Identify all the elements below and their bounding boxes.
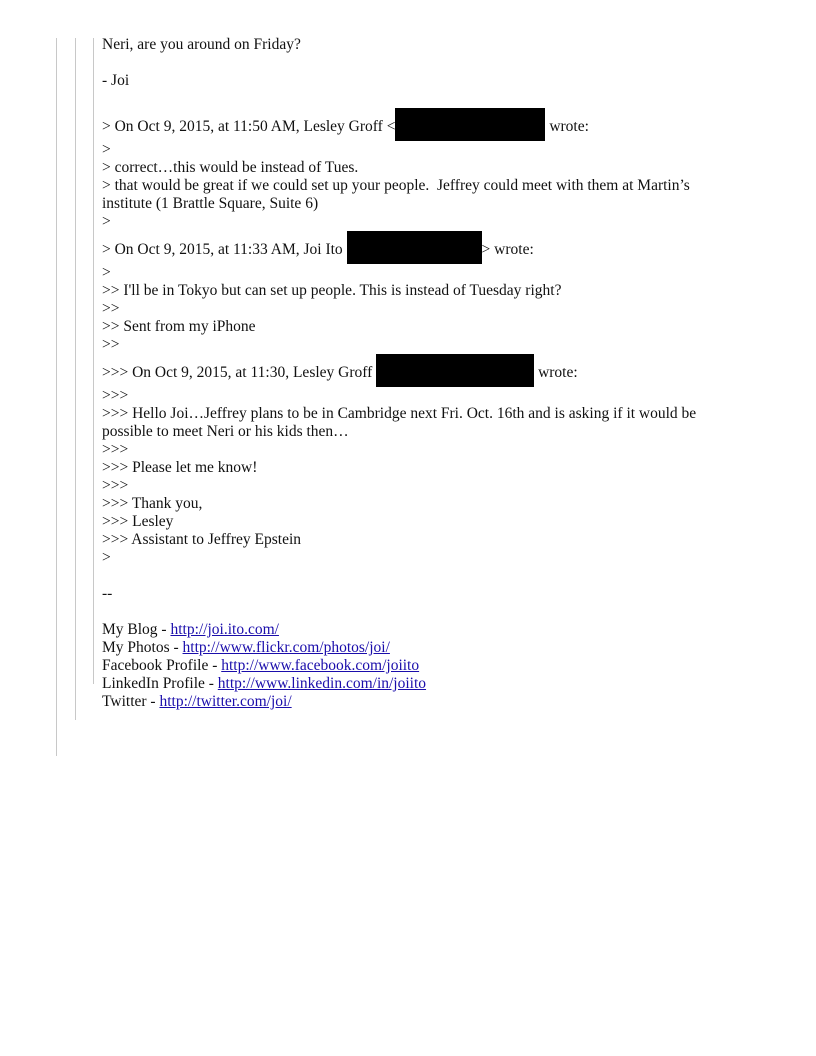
signature-photos: My Photos - http://www.flickr.com/photos/joi/	[102, 639, 390, 656]
quote-line: >>> Thank you,	[102, 495, 203, 512]
quote-header-line: >>> On Oct 9, 2015, at 11:30, Lesley Groff wrote:	[102, 354, 742, 387]
quote-line: >>	[102, 300, 120, 317]
blank-line	[102, 603, 742, 621]
quote-line: >>> Lesley	[102, 513, 174, 530]
quote-line: > that would be great if we could set up your people. Jeffrey could meet with them at Martin’s institute (1 Brattle Square, Suite 6)	[102, 177, 694, 212]
quote-header-line: > On Oct 9, 2015, at 11:33 AM, Joi Ito > wrote:	[102, 231, 742, 264]
quote-rule-middle	[75, 38, 76, 720]
greeting-line: Neri, are you around on Friday?	[102, 36, 301, 53]
quote-line: >>>	[102, 441, 129, 458]
blog-link[interactable]: http://joi.ito.com/	[170, 621, 279, 638]
signature-separator: --	[102, 585, 113, 602]
twitter-link[interactable]: http://twitter.com/joi/	[159, 693, 292, 710]
redaction-box	[395, 108, 545, 141]
quote-line: >	[102, 141, 111, 158]
quote-line: >	[102, 264, 111, 281]
quote-line: > correct…this would be instead of Tues.	[102, 159, 359, 176]
quote-line: >>	[102, 336, 120, 353]
photos-link[interactable]: http://www.flickr.com/photos/joi/	[182, 639, 390, 656]
blank-line	[102, 54, 742, 72]
redaction-box	[347, 231, 482, 264]
facebook-link[interactable]: http://www.facebook.com/joiito	[221, 657, 420, 674]
linkedin-link[interactable]: http://www.linkedin.com/in/joiito	[217, 675, 427, 692]
quote-line: >	[102, 213, 111, 230]
quote-line: >	[102, 549, 111, 566]
quote-line: >> I'll be in Tokyo but can set up people. This is instead of Tuesday right?	[102, 282, 562, 299]
quote-header-line: > On Oct 9, 2015, at 11:50 AM, Lesley Groff < wrote:	[102, 108, 742, 141]
redaction-box	[376, 354, 534, 387]
signature-facebook: Facebook Profile - http://www.facebook.com/joiito	[102, 657, 420, 674]
quote-line: >>> Assistant to Jeffrey Epstein	[102, 531, 302, 548]
quote-rule-inner	[93, 38, 94, 684]
quote-line: >>> Please let me know!	[102, 459, 258, 476]
quote-rule-outer	[56, 38, 57, 756]
quote-line: >> Sent from my iPhone	[102, 318, 256, 335]
quote-line: >>>	[102, 477, 129, 494]
email-body	[102, 36, 742, 711]
quote-line: >>> Hello Joi…Jeffrey plans to be in Cambridge next Fri. Oct. 16th and is asking if it would be possible to meet Neri or his kids then…	[102, 405, 701, 440]
quote-line: >>>	[102, 387, 129, 404]
blank-line	[102, 567, 742, 585]
signature-blog: My Blog - http://joi.ito.com/	[102, 621, 279, 638]
signature-linkedin: LinkedIn Profile - http://www.linkedin.com/in/joiito	[102, 675, 427, 692]
signoff-line: - Joi	[102, 72, 130, 89]
blank-line	[102, 90, 742, 108]
signature-twitter: Twitter - http://twitter.com/joi/	[102, 693, 292, 710]
